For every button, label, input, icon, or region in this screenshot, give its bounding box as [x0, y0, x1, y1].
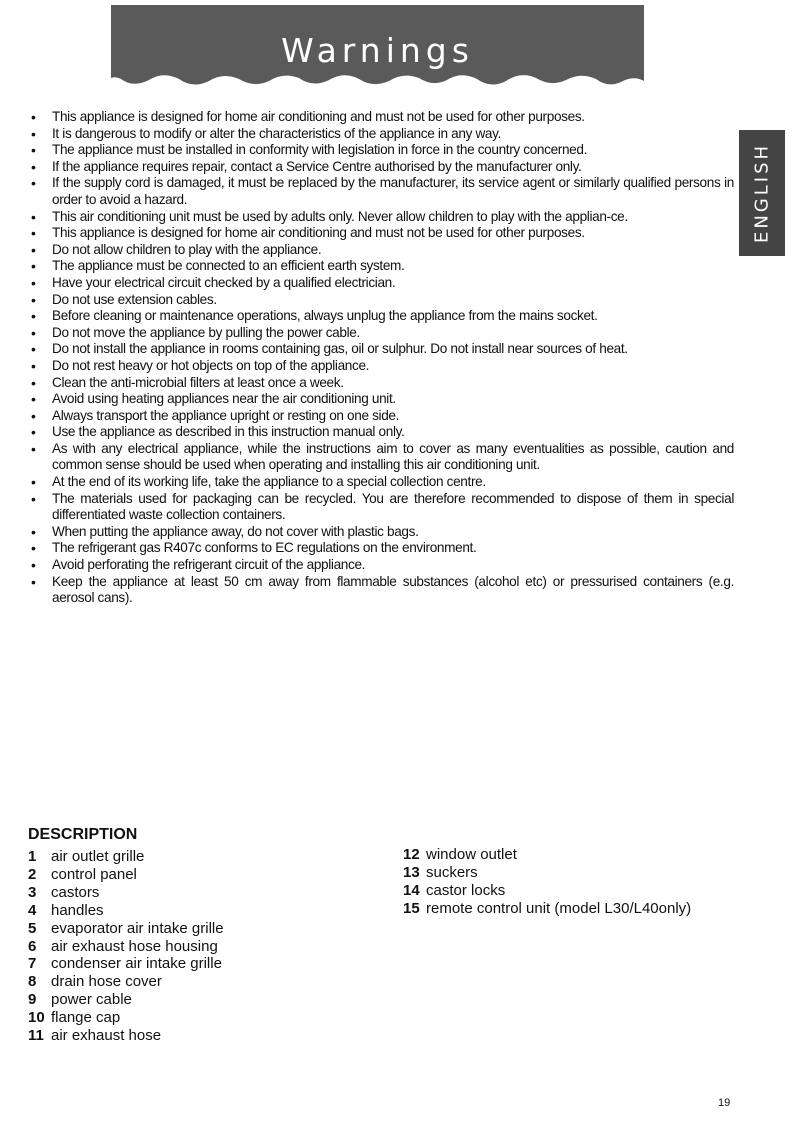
warning-item: • Do not rest heavy or hot objects on top of the appliance. [28, 358, 734, 375]
item-number: 2 [28, 865, 37, 883]
item-number: 13 [403, 863, 420, 881]
warning-item: • The appliance must be installed in conformity with legislation in force in the country concerned. [28, 142, 734, 159]
warning-item: • The materials used for packaging can be recycled. You are therefore recommended to dispose of them in special differentiated waste collection containers. [28, 491, 734, 524]
item-number: 6 [28, 937, 37, 955]
item-number: 7 [28, 955, 37, 973]
warning-item: • This appliance is designed for home air conditioning and must not be used for other purposes. [28, 109, 734, 126]
warning-item: • As with any electrical appliance, while the instructions aim to cover as many eventualities as possible, caution and common sense should be used when operating and installing this air conditioning unit. [28, 441, 734, 474]
item-label: power cable [51, 991, 132, 1009]
description-item [28, 866, 224, 884]
warning-item: • Clean the anti-microbial filters at least once a week. [28, 375, 734, 392]
item-label: condenser air intake grille [51, 955, 222, 973]
description-item [403, 900, 691, 918]
item-label: remote control unit (model L30/L40only) [426, 899, 692, 917]
item-label: air exhaust hose housing [51, 937, 218, 955]
description-item [28, 902, 224, 920]
warning-item: • Do not install the appliance in rooms containing gas, oil or sulphur. Do not install near sources of heat. [28, 341, 734, 358]
item-label: air exhaust hose [51, 1027, 162, 1045]
warning-item: • Do not allow children to play with the appliance. [28, 242, 734, 259]
warnings-banner [111, 5, 644, 93]
warning-item: • The appliance must be connected to an efficient earth system. [28, 258, 734, 275]
warning-item: • Use the appliance as described in this instruction manual only. [28, 424, 734, 441]
warnings-list [28, 109, 734, 607]
item-number: 5 [28, 919, 37, 937]
item-number: 10 [28, 1009, 45, 1027]
item-number: 15 [403, 899, 420, 917]
description-item [28, 848, 224, 866]
description-title: DESCRIPTION [28, 826, 138, 843]
description-item [28, 920, 224, 938]
warning-item: • Always transport the appliance upright or resting on one side. [28, 408, 734, 425]
item-number: 12 [403, 846, 420, 863]
description-item [28, 1027, 224, 1045]
language-label: ENGLISH [751, 142, 773, 244]
item-number: 11 [28, 1027, 44, 1045]
item-number: 9 [28, 991, 37, 1009]
description-list-right [403, 846, 691, 918]
warning-item: • Do not use extension cables. [28, 292, 734, 309]
item-label: handles [51, 901, 104, 919]
description-item [28, 973, 224, 991]
description-item [403, 882, 691, 900]
description-item [403, 846, 691, 864]
description-item [28, 1009, 224, 1027]
warning-item: • The refrigerant gas R407c conforms to EC regulations on the environment. [28, 540, 734, 557]
description-item [28, 938, 224, 956]
item-label: evaporator air intake grille [51, 919, 224, 937]
warning-item: • Have your electrical circuit checked by a qualified electrician. [28, 275, 734, 292]
warning-item: • Avoid perforating the refrigerant circuit of the appliance. [28, 557, 734, 574]
page-number: 19 [718, 1097, 731, 1109]
warning-item: • When putting the appliance away, do not cover with plastic bags. [28, 524, 734, 541]
warning-item: • Before cleaning or maintenance operations, always unplug the appliance from the mains socket. [28, 308, 734, 325]
warning-item: • If the supply cord is damaged, it must be replaced by the manufacturer, its service agent or similarly qualified persons in order to avoid a hazard. [28, 175, 734, 208]
item-label: castor locks [426, 881, 506, 899]
warning-item: • It is dangerous to modify or alter the characteristics of the appliance in any way. [28, 126, 734, 143]
warning-item: • Do not move the appliance by pulling the power cable. [28, 325, 734, 342]
item-label: suckers [426, 863, 478, 881]
warning-item: • At the end of its working life, take the appliance to a special collection centre. [28, 474, 734, 491]
item-label: castors [51, 883, 100, 901]
item-label: flange cap [51, 1009, 121, 1027]
item-number: 8 [28, 973, 37, 991]
description-item [403, 864, 691, 882]
item-number: 14 [403, 881, 420, 899]
warning-item: • Keep the appliance at least 50 cm away from flammable substances (alcohol etc) or pressurised containers (e.g. aerosol cans). [28, 574, 734, 607]
description-item [28, 955, 224, 973]
warning-item: • If the appliance requires repair, contact a Service Centre authorised by the manufacturer only. [28, 159, 734, 176]
item-number: 3 [28, 883, 37, 901]
item-label: drain hose cover [51, 973, 162, 991]
item-number: 1 [28, 848, 37, 865]
warning-item: • This air conditioning unit must be used by adults only. Never allow children to play with the applian-ce. [28, 209, 734, 226]
warning-item: • This appliance is designed for home air conditioning and must not be used for other purposes. [28, 225, 734, 242]
item-label: air outlet grille [51, 848, 145, 865]
description-item [28, 884, 224, 902]
description-list-left [28, 848, 224, 1045]
description-item [28, 991, 224, 1009]
page-title: Warnings [281, 31, 474, 70]
item-number: 4 [28, 901, 37, 919]
warning-item: • Avoid using heating appliances near the air conditioning unit. [28, 391, 734, 408]
item-label: window outlet [426, 846, 517, 863]
language-tab [739, 130, 785, 256]
item-label: control panel [51, 865, 137, 883]
